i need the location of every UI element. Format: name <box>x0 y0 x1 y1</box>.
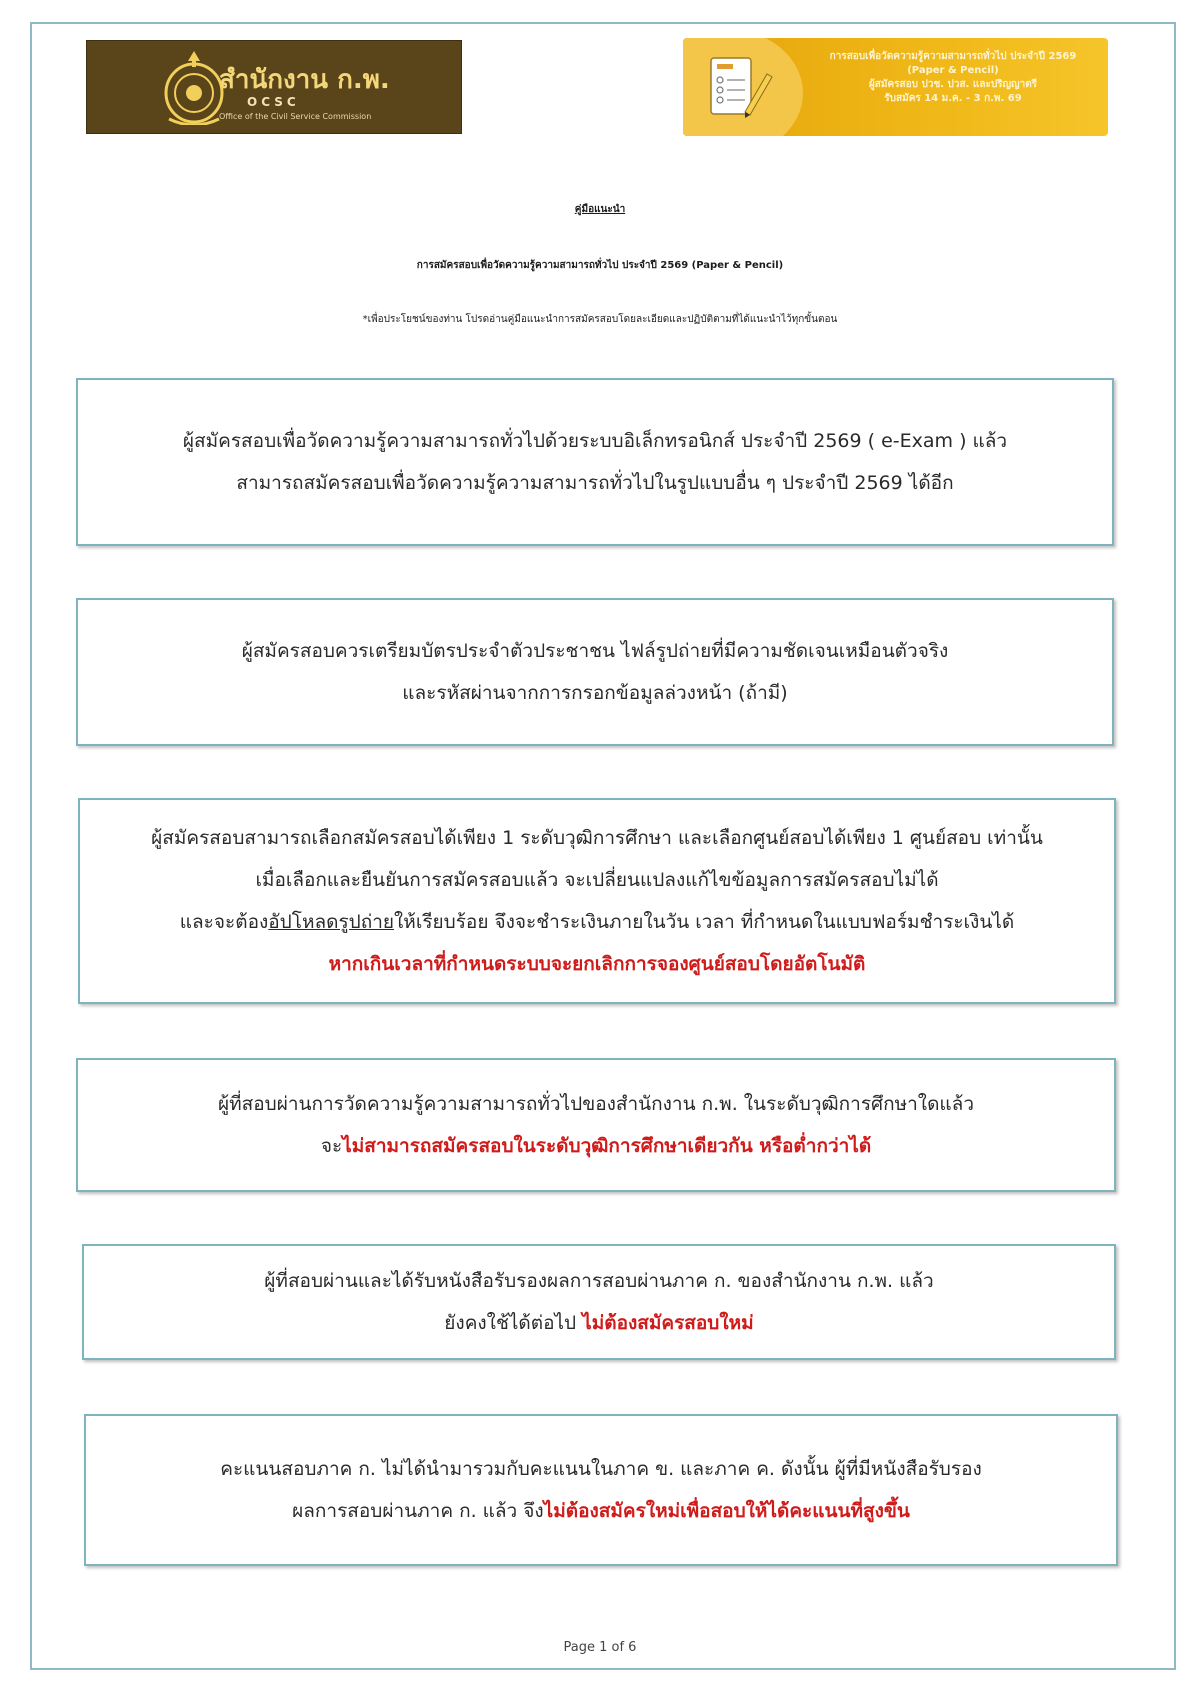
info-line <box>321 1125 871 1167</box>
exam-sheet-icon <box>705 54 775 122</box>
info-warning: ไม่ต้องสมัครใหม่เพื่อสอบให้ได้คะแนนที่สูงขึ้น <box>543 1500 910 1522</box>
info-underlined-text: อัปโหลดรูปถ่าย <box>268 911 395 933</box>
info-line <box>292 1490 910 1532</box>
info-text: ยังคงใช้ได้ต่อไป <box>444 1312 583 1334</box>
ocsc-logo <box>86 40 462 134</box>
info-text: จะ <box>320 1135 343 1157</box>
exam-banner-line: ผู้สมัครสอบ ปวช. ปวส. และปริญญาตรี <box>868 79 1038 90</box>
info-box <box>76 598 1114 746</box>
doc-subtitle: การสมัครสอบเพื่อวัดความรู้ความสามารถทั่วไป ประจำปี 2569 (Paper & Pencil) <box>416 260 784 271</box>
info-line: คะแนนสอบภาค ก. ไม่ได้นำมารวมกับคะแนนในภาค ข. และภาค ค. ดังนั้น ผู้ที่มีหนังสือรับรอง <box>220 1458 982 1480</box>
info-text: ให้เรียบร้อย จึงจะชำระเงินภายในวัน เวลา ที่กำหนดในแบบฟอร์มชำระเงินได้ <box>394 911 1015 933</box>
doc-note: *เพื่อประโยชน์ของท่าน โปรดอ่านคู่มือแนะนำการสมัครสอบโดยละเอียดและปฏิบัติตามที่ได้แนะนำไว้ทุกขั้นตอน <box>362 314 838 325</box>
info-warning: หากเกินเวลาที่กำหนดระบบจะยกเลิกการจองศูนย์สอบโดยอัตโนมัติ <box>328 953 866 975</box>
doc-title: คู่มือแนะนำ <box>574 204 626 215</box>
info-line: ผู้สมัครสอบควรเตรียมบัตรประจำตัวประชาชน ไฟล์รูปถ่ายที่มีความชัดเจนเหมือนตัวจริง <box>241 640 949 662</box>
logo-abbr: OCSC <box>247 95 300 109</box>
info-line <box>444 1302 753 1344</box>
info-line: ผู้ที่สอบผ่านและได้รับหนังสือรับรองผลการสอบผ่านภาค ก. ของสำนักงาน ก.พ. แล้ว <box>264 1270 934 1292</box>
info-line: สามารถสมัครสอบเพื่อวัดความรู้ความสามารถทั่วไปในรูปแบบอื่น ๆ ประจำปี 2569 ได้อีก <box>236 472 954 494</box>
info-line: ผู้สมัครสอบเพื่อวัดความรู้ความสามารถทั่วไปด้วยระบบอิเล็กทรอนิกส์ ประจำปี 2569 ( e-Exam ) แล้ว <box>182 430 1008 452</box>
exam-banner-line: (Paper & Pencil) <box>907 65 999 76</box>
page-number: Page 1 of 6 <box>563 1640 637 1655</box>
logo-org-name: สำนักงาน ก.พ. <box>219 65 390 95</box>
info-box <box>76 1058 1116 1192</box>
exam-banner-line: รับสมัคร 14 ม.ค. - 3 ก.พ. 69 <box>884 93 1022 104</box>
info-box <box>76 378 1114 546</box>
info-text: ผลการสอบผ่านภาค ก. แล้ว จึง <box>292 1500 544 1522</box>
exam-banner-text <box>803 50 1103 106</box>
info-line: และรหัสผ่านจากการกรอกข้อมูลล่วงหน้า (ถ้ามี) <box>402 682 788 704</box>
exam-banner-line: การสอบเพื่อวัดความรู้ความสามารถทั่วไป ประจำปี 2569 <box>829 51 1077 62</box>
info-warning: ไม่สามารถสมัครสอบในระดับวุฒิการศึกษาเดียวกัน หรือต่ำกว่าได้ <box>342 1135 872 1157</box>
info-line: ผู้สมัครสอบสามารถเลือกสมัครสอบได้เพียง 1 ระดับวุฒิการศึกษา และเลือกศูนย์สอบได้เพียง 1 ศูนย์สอบ เท่านั้น <box>151 827 1043 849</box>
info-box <box>84 1414 1118 1566</box>
info-box <box>78 798 1116 1004</box>
info-line <box>180 901 1014 943</box>
logo-english-name: Office of the Civil Service Commission <box>219 112 372 121</box>
info-text: และจะต้อง <box>179 911 269 933</box>
info-line: ผู้ที่สอบผ่านการวัดความรู้ความสามารถทั่วไปของสำนักงาน ก.พ. ในระดับวุฒิการศึกษาใดแล้ว <box>217 1093 974 1115</box>
exam-banner <box>683 38 1108 136</box>
info-warning: ไม่ต้องสมัครสอบใหม่ <box>582 1312 754 1334</box>
info-box <box>82 1244 1116 1360</box>
info-line: เมื่อเลือกและยืนยันการสมัครสอบแล้ว จะเปลี่ยนแปลงแก้ไขข้อมูลการสมัครสอบไม่ได้ <box>255 869 939 891</box>
